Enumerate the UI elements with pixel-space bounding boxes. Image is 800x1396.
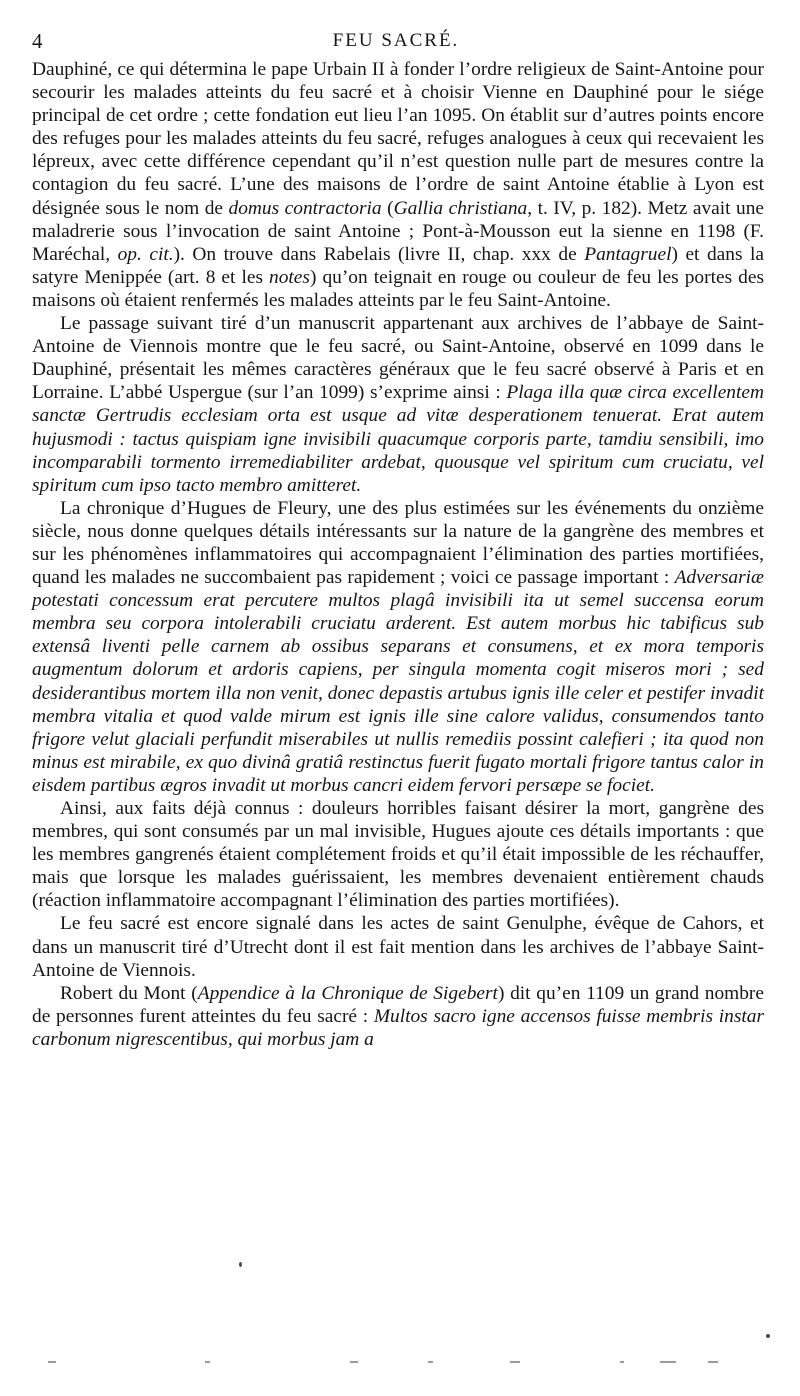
italic-run: Gallia christiana [393, 197, 528, 219]
print-speck [205, 1361, 210, 1363]
print-speck [620, 1361, 624, 1363]
text-run: ) qu’on teignait en rouge ou couleur de feu les portes des maisons où étaient renfermés les malades atteints par le feu Saint-Antoine. [32, 266, 765, 311]
print-speck [660, 1361, 676, 1363]
running-head [32, 28, 760, 54]
print-speck [510, 1361, 520, 1363]
italic-run: Pantagruel [584, 243, 672, 265]
text-run: Dauphiné, ce qui détermina le pape Urbain II à fonder l’ordre religieux de Saint-Antoine pour secourir les malades atteints du feu sacré et à choisir Vienne en Dauphiné pour le siége principal de cet ordre ; cette fondation eut lieu l’an 1095. On établit sur d’autres points encore des refuges pour les malades atteints du feu sacré, refuges analogues à ceux qui recevaient les lépreux, avec cette différence cependant qu’il n’est question nulle part de mesures contre la contagion du feu sacré. L’une des maisons de l’ordre de saint Antoine établie à Lyon est désignée sous le nom de [32, 59, 764, 219]
page-number: 4 [32, 29, 43, 53]
print-speck [350, 1361, 358, 1363]
print-speck [708, 1361, 718, 1363]
text-run: ) et dans la satyre Menippée (art. 8 et les [32, 243, 765, 288]
paragraph [32, 497, 764, 797]
paragraph [32, 797, 764, 912]
print-speck [48, 1361, 56, 1363]
italic-run: notes [269, 266, 310, 288]
text-run: Ainsi, aux faits déjà connus : douleurs horribles faisant désirer la mort, gangrène des membres, qui sont consumés par un mal invisible, Hugues ajoute ces détails importants : que les membres gangrenés étaient complétement froids et qu’il était impossible de les réchauffer, mais que lorsque les malades guérissaient, les membres devenaient entièrement chauds (réaction inflammatoire accompagnant l’élimination des parties mortifiées). [32, 798, 764, 912]
italic-run: domus contractoria [228, 197, 382, 219]
text-run: Robert du Mont ( [60, 982, 198, 1004]
print-speck [239, 1262, 242, 1267]
text-run: Le feu sacré est encore signalé dans les actes de saint Genulphe, évêque de Cahors, et dans un manuscrit tiré d’Utrecht dont il est fait mention dans les archives de l’abbaye Saint-Antoine de Viennois. [32, 913, 764, 981]
italic-run: Adversariæ potestati concessum erat percutere multos plagâ invisibili ita ut semel succensa eorum membra seu corpora intolerabili cruciatu arderent. Est autem morbus hic tabificus sub extensâ liventi pelle carnem ab ossibus separans et consumens, et ex mora temporis augmentum dolorum et ardoris capiens, per singula momenta cogit miseros mori ; sed desiderantibus mortem illa non venit, donec depastis artubus ignis ille celer et pestifer invadit membra vitalia et quod valde mirum est ignis ille sine calore validus, consumendos tanto frigore velut glaciali perfundit miserabiles ut nullis remediis possint calefieri ; ita quod non minus est mirabile, ex quo divinâ gratiâ restinctus fuerit fugato mortali frigore tantus calor in eisdem partibus ægros invadit ut morbus cancri eidem fervori persæpe se fociet. [32, 567, 764, 796]
body-text [32, 58, 764, 1051]
italic-run: op. cit. [117, 243, 174, 265]
text-run: ( [381, 197, 394, 219]
print-speck [428, 1361, 433, 1363]
paragraph [32, 912, 764, 981]
text-run: Le passage suivant tiré d’un manuscrit appartenant aux archives de l’abbaye de Saint-Antoine de Viennois montre que le feu sacré, ou Saint-Antoine, observé en 1099 dans le Dauphiné, présentait les mêmes caractères généraux que le feu sacré observé à Paris et en Lorraine. L’abbé Uspergue (sur l’an 1099) s’exprime ainsi : [32, 313, 764, 404]
paragraph [32, 312, 764, 497]
running-title: FEU SACRÉ. [332, 30, 460, 51]
text-run: ) dit qu’en 1109 un grand nombre de personnes furent atteintes du feu sacré : [32, 982, 764, 1027]
italic-run: Multos sacro igne accensos fuisse membris instar carbonum nigrescentibus, qui morbus jam a [32, 1005, 764, 1050]
italic-run: Plaga illa quæ circa excellentem sanctæ Gertrudis ecclesiam orta est usque ad vitæ desperationem tenuerat. Erat autem hujusmodi : tactus quispiam igne invisibili quacumque corporis parte, tamdiu sensibili, imo incomparabili tormento irremediabiliter ardebat, quousque vel spiritum cum cruciatu, vel spiritum cum ipso tacto membro amitteret. [32, 382, 764, 496]
paragraph [32, 58, 764, 312]
italic-run: Appendice à la Chronique de Sigebert [197, 982, 498, 1004]
paragraph [32, 982, 764, 1051]
page-edge-specks [40, 1359, 760, 1365]
text-run: , t. IV, p. 182). Metz avait une maladrerie sous l’invocation de saint Antoine ; Pont-à-Mousson eut la sienne en 1198 (F. Maréchal, [32, 197, 764, 265]
print-speck [766, 1334, 770, 1338]
text-run: La chronique d’Hugues de Fleury, une des plus estimées sur les événements du onzième siècle, nous donne quelques détails intéressants sur la nature de la gangrène des membres et sur les phénomènes inflammatoires qui accompagnaient l’élimination des parties mortifiées, quand les malades ne succombaient pas rapidement ; voici ce passage important : [32, 497, 764, 589]
text-run: ). On trouve dans Rabelais (livre II, chap. xxx de [173, 243, 585, 265]
